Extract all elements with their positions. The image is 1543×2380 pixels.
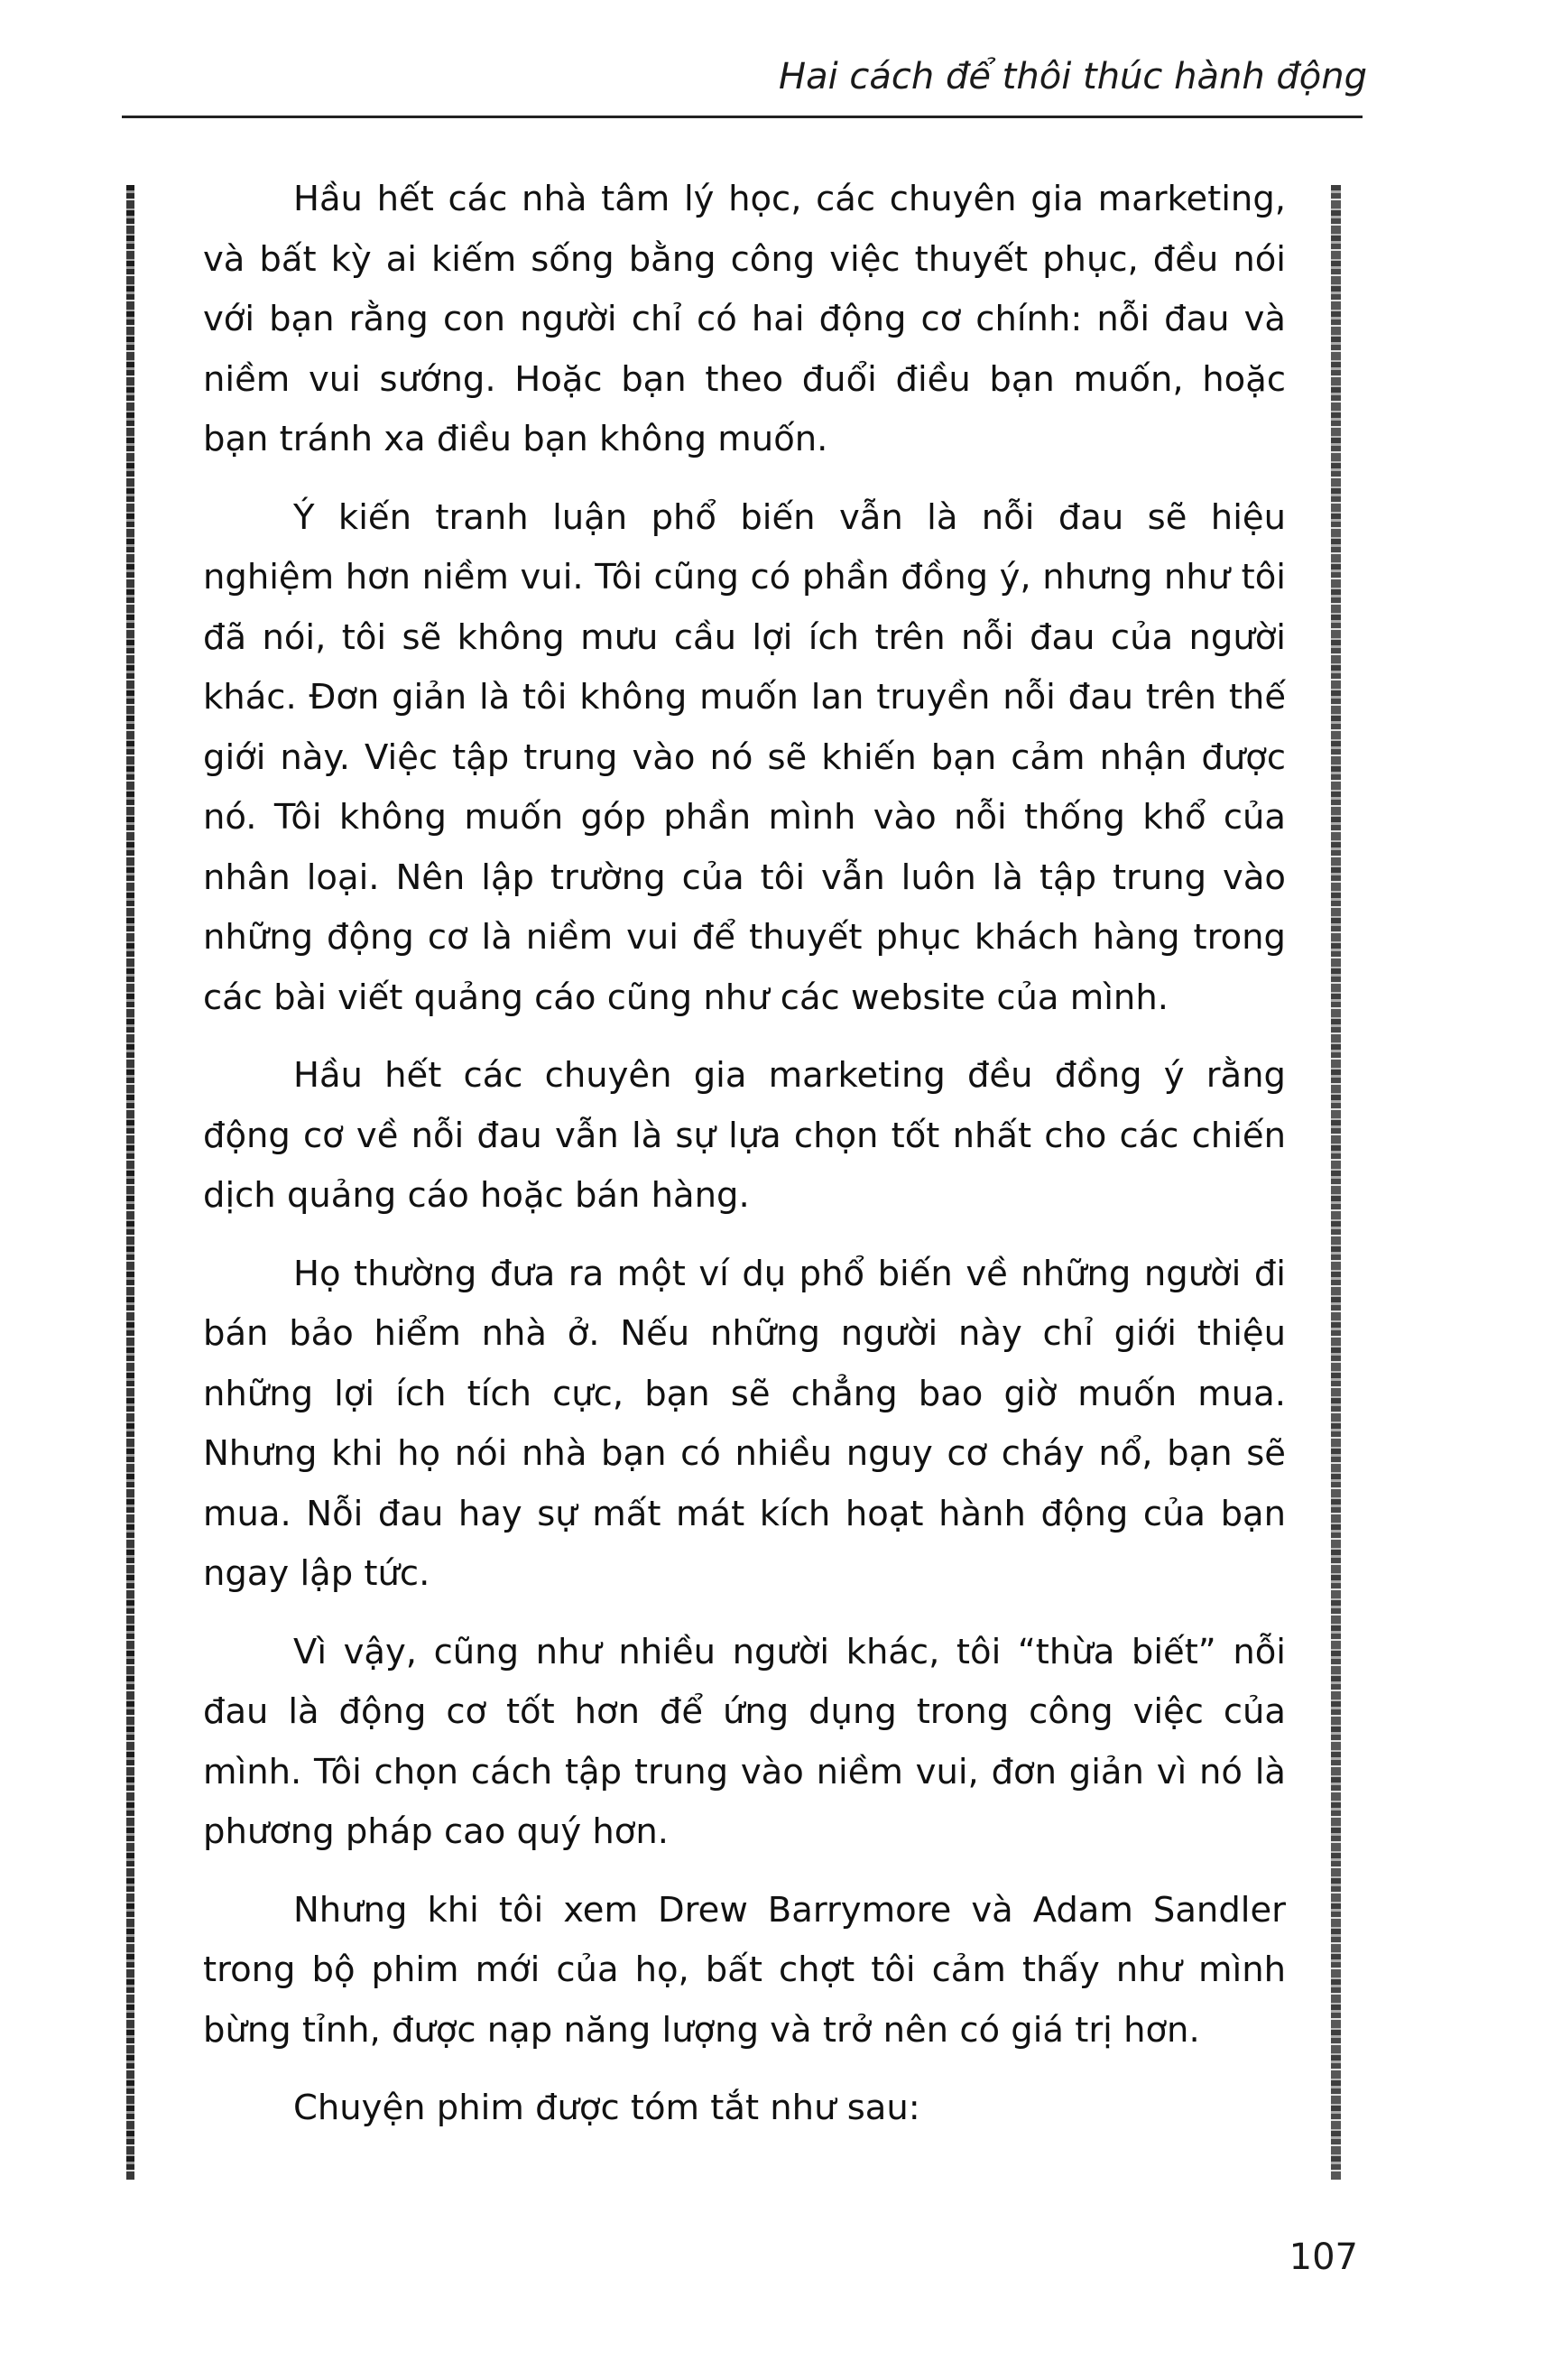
paragraph: Vì vậy, cũng như nhiều người khác, tôi “thừa biết” nỗi đau là động cơ tốt hơn để ứng dụng trong công việc của mình. Tôi chọn cách tập trung vào niềm vui, đơn giản vì nó là phương pháp cao quý hơn. [203, 1631, 1286, 1852]
paragraph: Hầu hết các chuyên gia marketing đều đồng ý rằng động cơ về nỗi đau vẫn là sự lựa chọn tốt nhất cho các chiến dịch quảng cáo hoặc bán hàng. [203, 1055, 1286, 1216]
left-scan-edge [126, 185, 134, 2180]
body-text [203, 170, 1286, 2157]
running-header: Hai cách để thôi thúc hành động [778, 56, 1367, 97]
right-scan-edge [1331, 185, 1341, 2180]
paragraph: Nhưng khi tôi xem Drew Barrymore và Adam Sandler trong bộ phim mới của họ, bất chợt tôi cảm thấy như mình bừng tỉnh, được nạp năng lượng và trở nên có giá trị hơn. [203, 1889, 1286, 2051]
page-number: 107 [1289, 2236, 1358, 2278]
paragraph: Họ thường đưa ra một ví dụ phổ biến về những người đi bán bảo hiểm nhà ở. Nếu những người này chỉ giới thiệu những lợi ích tích cực, bạn sẽ chẳng bao giờ muốn mua. Nhưng khi họ nói nhà bạn có nhiều nguy cơ cháy nổ, bạn sẽ mua. Nỗi đau hay sự mất mát kích hoạt hành động của bạn ngay lập tức. [203, 1253, 1286, 1594]
header-rule [122, 116, 1363, 118]
paragraph: Ý kiến tranh luận phổ biến vẫn là nỗi đau sẽ hiệu nghiệm hơn niềm vui. Tôi cũng có phần đồng ý, nhưng như tôi đã nói, tôi sẽ không mưu cầu lợi ích trên nỗi đau của người khác. Đơn giản là tôi không muốn lan truyền nỗi đau trên thế giới này. Việc tập trung vào nó sẽ khiến bạn cảm nhận được nó. Tôi không muốn góp phần mình vào nỗi thống khổ của nhân loại. Nên lập trường của tôi vẫn luôn là tập trung vào những động cơ là niềm vui để thuyết phục khách hàng trong các bài viết quảng cáo cũng như các website của mình. [203, 496, 1286, 1018]
paragraph: Chuyện phim được tóm tắt như sau: [293, 2088, 920, 2128]
paragraph: Hầu hết các nhà tâm lý học, các chuyên gia marketing, và bất kỳ ai kiếm sống bằng công việc thuyết phục, đều nói với bạn rằng con người chỉ có hai động cơ chính: nỗi đau và niềm vui sướng. Hoặc bạn theo đuổi điều bạn muốn, hoặc bạn tránh xa điều bạn không muốn. [203, 179, 1286, 459]
